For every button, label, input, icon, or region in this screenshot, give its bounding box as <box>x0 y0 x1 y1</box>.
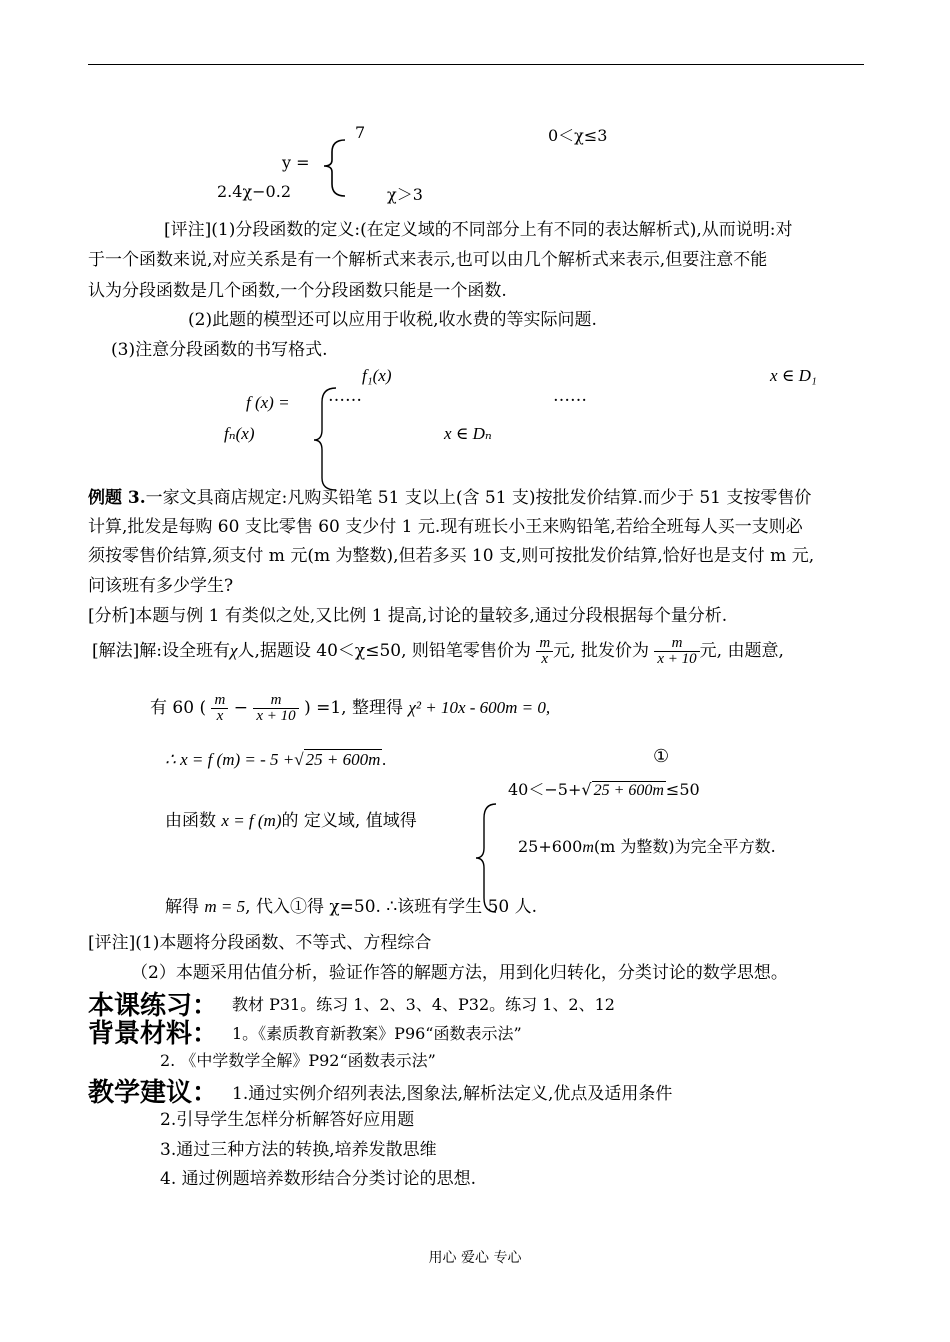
comment1-line1: [评注](1)分段函数的定义:(在定义域的不同部分上有不同的表达解析式),从而说明:对 <box>164 220 793 240</box>
piecewise1-row1-condition: 0＜χ≤3 <box>548 126 608 145</box>
general-dots-right: …… <box>553 386 587 406</box>
page-footer: 用心 爱心 专心 <box>428 1250 522 1266</box>
piecewise1-row1-value: 7 <box>355 123 366 142</box>
therefore-line: ∴ x = f (m) = - 5 +√ 25 + 600m . <box>165 750 387 769</box>
comment1-line5: (3)注意分段函数的书写格式. <box>111 340 328 360</box>
suggestions-heading: 教学建议： <box>88 1078 219 1108</box>
comment1-line2: 于一个函数来说,对应关系是有一个解析式来表示,也可以由几个解析式来表示,但要注意不能 <box>88 250 768 270</box>
eq-fraction-1: $\frac{m}{x}$ <box>211 693 228 724</box>
background-item2: 2. 《中学数学全解》P92“函数表示法” <box>160 1051 436 1070</box>
example3-line4: 问该班有多少学生? <box>88 576 234 596</box>
example3-line1: 例题 3.一家文具商店规定:凡购买铅笔 51 支以上(含 51 支)按批发价结算.而少于 51 支按零售价 <box>88 488 812 508</box>
piecewise1-lhs: y = <box>282 153 310 172</box>
comment1-line3: 认为分段函数是几个函数,一个分段函数只能是一个函数. <box>88 281 507 301</box>
solution-line: [解法]解:设全班有χ人,据题设 40＜χ≤50, 则铅笔零售价为 $\frac{m}{x}$ 元, 批发价为 $\frac{m}{x + 10}$ 元, 由题意, <box>92 635 784 667</box>
piecewise1-row2-value: 2.4χ−0.2 <box>217 182 291 201</box>
example3-label: 例题 3. <box>88 488 146 508</box>
circle-one-marker: ① <box>653 746 670 767</box>
analysis: [分析]本题与例 1 有类似之处,又比例 1 提高,讨论的量较多,通过分段根据每个量分析. <box>88 606 728 626</box>
comment2-line1: [评注](1)本题将分段函数、不等式、方程综合 <box>88 933 432 953</box>
background-heading: 背景材料： <box>88 1019 219 1049</box>
suggestions-item1: 1.通过实例介绍列表法,图象法,解析法定义,优点及适用条件 <box>232 1084 673 1104</box>
suggestions-item4: 4. 通过例题培养数形结合分类讨论的思想. <box>160 1169 477 1189</box>
comment1-line4: (2)此题的模型还可以应用于收税,收水费的等实际问题. <box>188 310 597 330</box>
general-f1: f₁(x) <box>362 366 392 385</box>
condition-a: 40＜−5+√ 25 + 600m ≤50 <box>508 780 700 799</box>
brace-piecewise1 <box>324 140 345 196</box>
background-item1: 1。《素质教育新教案》P96“函数表示法” <box>232 1024 522 1043</box>
example3-line3: 须按零售价结算,须支付 m 元(m 为整数),但若多买 10 支,则可按批发价结算,恰好也是支付 m 元, <box>88 546 815 566</box>
example3-line2: 计算,批发是每购 60 支比零售 60 支少付 1 元.现有班长小王来购铅笔,若给全班每人买一支则必 <box>88 517 803 537</box>
fraction-m-over-x10: $\frac{m}{x + 10}$ <box>654 636 699 667</box>
result-line: 解得 m = 5, 代入①得 χ=50. ∴该班有学生 50 人. <box>165 897 538 917</box>
eq-fraction-2: $\frac{m}{x + 10}$ <box>253 693 298 724</box>
general-dots-left: …… <box>328 386 362 406</box>
fraction-m-over-x: $\frac{m}{x}$ <box>536 636 553 667</box>
general-condn: x ∈ Dₙ <box>444 424 492 443</box>
practice-text: 教材 P31。练习 1、2、3、4、P32。练习 1、2、12 <box>232 995 615 1014</box>
suggestions-item3: 3.通过三种方法的转换,培养发散思维 <box>160 1140 437 1160</box>
practice-heading: 本课练习： <box>88 991 219 1021</box>
general-fn: fₙ(x) <box>224 424 255 443</box>
domain-line: 由函数 x = f (m)的 定义域, 值域得 <box>165 811 417 831</box>
equation-line: 有 60 ( $\frac{m}{x}$ − $\frac{m}{x + 10}$ ) =1, 整理得 χ² + 10x - 600m = 0, <box>150 692 551 724</box>
piecewise1-row2-condition: χ＞3 <box>387 185 423 204</box>
suggestions-item2: 2.引导学生怎样分析解答好应用题 <box>160 1110 415 1130</box>
condition-b: 25+600m(m 为整数)为完全平方数. <box>518 837 776 856</box>
comment2-line2: （2）本题采用估值分析，验证作答的解题方法，用到化归转化，分类讨论的数学思想。 <box>131 963 788 983</box>
general-lhs: f (x) = <box>246 393 290 412</box>
general-cond1: x ∈ D₁ <box>770 366 817 385</box>
